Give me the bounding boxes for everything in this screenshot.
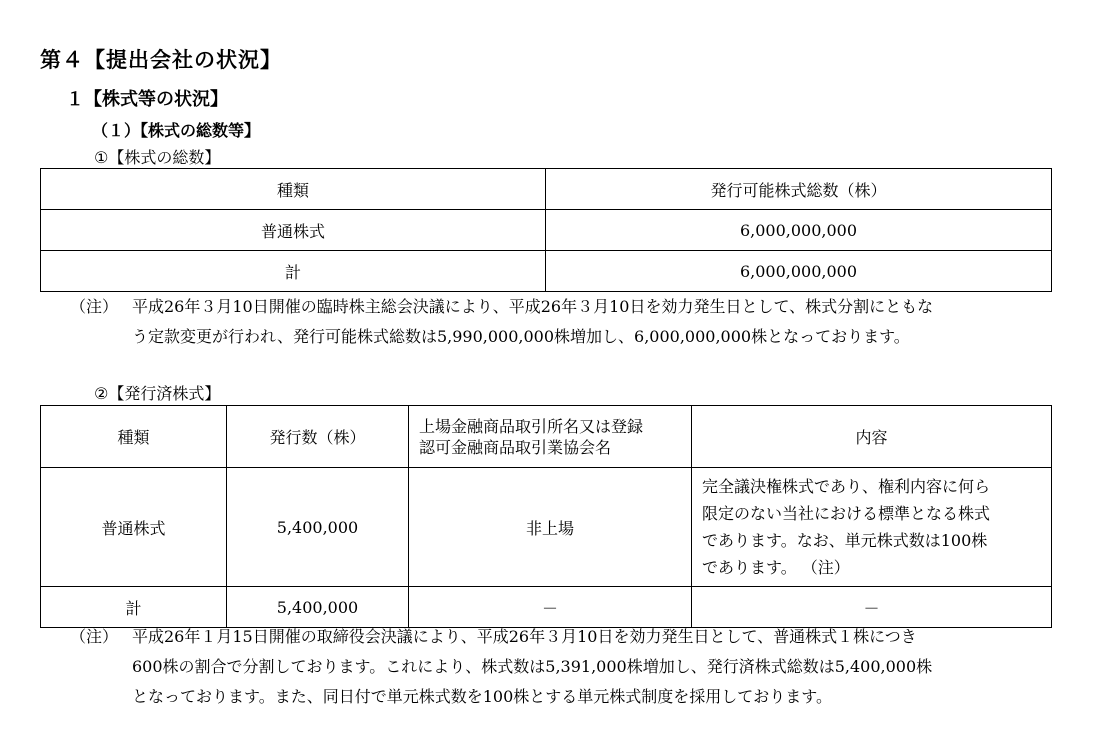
content-line: であります。 （注） xyxy=(702,558,850,577)
table2-note-text xyxy=(132,622,1057,712)
table1-note-line: う定款変更が行われ、発行可能株式総数は5,990,000,000株増加し、6,000,000,000株となっております。 xyxy=(132,327,910,346)
table2-cell-exchange: 非上場 xyxy=(409,468,692,587)
content-line: 完全議決権株式であり、権利内容に何ら xyxy=(702,477,991,496)
table2-header-count: 発行数（株） xyxy=(227,406,409,468)
table2-note-label: （注） xyxy=(70,627,119,646)
table2-note xyxy=(70,622,1070,714)
table2-cell-count: 5,400,000 xyxy=(227,468,409,587)
table1-cell-value: 6,000,000,000 xyxy=(546,251,1052,292)
table2-note-line: 600株の割合で分割しております。これにより、株式数は5,391,000株増加し、発行済株式総数は5,400,000株 xyxy=(132,657,933,676)
content-line: であります。なお、単元株式数は100株 xyxy=(702,531,988,550)
table1-header-type: 種類 xyxy=(41,169,546,210)
table2-note-line: となっております。また、同日付で単元株式数を100株とする単元株式制度を採用しております。 xyxy=(132,687,832,706)
total-shares-table xyxy=(40,168,1052,292)
table2-header-type: 種類 xyxy=(41,406,227,468)
section-title: 第４【提出会社の状況】 xyxy=(40,48,282,72)
table1-note-text xyxy=(132,292,1057,352)
table2-cell-type: 計 xyxy=(41,587,227,628)
table1-note xyxy=(70,292,1070,354)
table1-cell-type: 計 xyxy=(41,251,546,292)
subsection-title: １【株式等の状況】 xyxy=(66,89,228,110)
table2-cell-exchange: － xyxy=(409,587,692,628)
table2-header-exchange xyxy=(409,406,692,468)
table-row xyxy=(41,468,1052,587)
table1-heading: ①【株式の総数】 xyxy=(94,148,221,167)
table1-cell-value: 6,000,000,000 xyxy=(546,210,1052,251)
table2-heading: ②【発行済株式】 xyxy=(94,384,221,403)
table-row xyxy=(41,251,1052,292)
table2-cell-content: － xyxy=(692,587,1052,628)
table2-header-exchange-line: 上場金融商品取引所名又は登録 xyxy=(419,416,644,436)
table2-header-content: 内容 xyxy=(692,406,1052,468)
content-line: 限定のない当社における標準となる株式 xyxy=(702,504,991,523)
subsubsection-title: （１）【株式の総数等】 xyxy=(92,121,261,140)
table2-cell-count: 5,400,000 xyxy=(227,587,409,628)
table2-header-exchange-line: 認可金融商品取引業協会名 xyxy=(419,437,612,457)
table1-cell-type: 普通株式 xyxy=(41,210,546,251)
table1-note-line: 平成26年３月10日開催の臨時株主総会決議により、平成26年３月10日を効力発生日として、株式分割にともな xyxy=(132,297,934,316)
table2-note-line: 平成26年１月15日開催の取締役会決議により、平成26年３月10日を効力発生日として、普通株式１株につき xyxy=(132,627,917,646)
table1-note-label: （注） xyxy=(70,297,119,316)
table1-header-authorized: 発行可能株式総数（株） xyxy=(546,169,1052,210)
table2-cell-type: 普通株式 xyxy=(41,468,227,587)
issued-shares-table xyxy=(40,405,1052,628)
table-row xyxy=(41,210,1052,251)
table2-cell-content xyxy=(692,468,1052,587)
